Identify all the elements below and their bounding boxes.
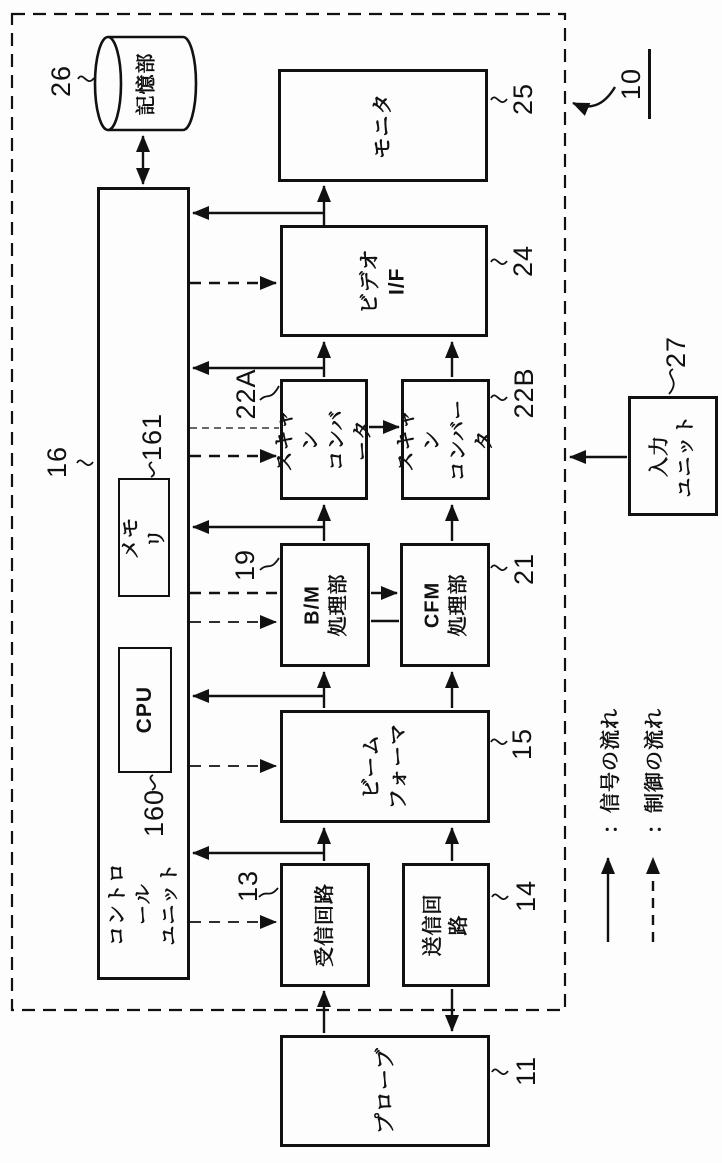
beam-former-block [280, 710, 490, 823]
squiggle-11 [492, 1069, 508, 1074]
cfm-processing-block [400, 543, 490, 667]
bm-processing-label: B/M 処理部 [301, 573, 349, 637]
ref-14: 14 [510, 879, 541, 913]
memory-block [118, 478, 170, 597]
ref-24: 24 [507, 244, 538, 278]
squiggle-14 [492, 894, 508, 899]
scan-converter-a-label: スキャン コンバータ [274, 408, 374, 471]
squiggle-24 [491, 259, 507, 264]
ref-26: 26 [45, 64, 76, 98]
video-if-block [280, 225, 488, 337]
receive-circuit-label: 受信回路 [314, 883, 336, 967]
transmit-circuit-block [402, 863, 490, 987]
video-if-label: ビデオ I/F [358, 248, 409, 314]
input-unit-block [628, 396, 718, 516]
figure-ref-pointer-arrow [573, 87, 615, 106]
control-unit-label: コントロール ユニット [106, 862, 181, 946]
scan-converter-b-label: スキャン コンバータ [395, 398, 496, 481]
probe-block [280, 1035, 490, 1147]
ref-22A: 22A [230, 368, 261, 420]
cpu-label: CPU [133, 686, 157, 734]
squiggle-15 [491, 739, 507, 744]
squiggle-26 [78, 76, 94, 81]
cfm-processing-label: CFM 処理部 [421, 573, 469, 637]
monitor-label: モニタ [371, 92, 395, 159]
legend-control-flow-label: ：制御の流れ [643, 708, 666, 834]
ref-11: 11 [510, 1055, 541, 1087]
ref-160: 160 [138, 788, 169, 838]
probe-label: プローブ [373, 1047, 397, 1135]
storage-label: 記憶部 [135, 52, 157, 116]
storage-block [104, 40, 188, 128]
ref-27: 27 [660, 335, 691, 369]
ref-22B: 22B [508, 367, 539, 419]
beam-former-label: ビーム フォーマ [359, 723, 410, 810]
scan-converter-a-block [274, 379, 374, 500]
cpu-block [118, 647, 172, 773]
monitor-block [278, 69, 488, 182]
squiggle-21 [491, 565, 507, 570]
ref-21: 21 [508, 552, 539, 586]
squiggle-25 [491, 97, 507, 102]
squiggle-22A [260, 386, 279, 400]
squiggle-19 [260, 558, 279, 570]
ref-15: 15 [506, 727, 537, 761]
ref-25: 25 [507, 82, 538, 116]
ref-13: 13 [232, 869, 263, 903]
bm-processing-block [280, 543, 370, 667]
ref-10-figure: 10 [615, 49, 651, 119]
legend-signal-flow-label: ：信号の流れ [599, 708, 622, 834]
ref-16: 16 [41, 445, 72, 479]
receive-circuit-block [280, 863, 370, 987]
control-unit-label-area [97, 830, 190, 978]
input-unit-label: 入力 ユニット [648, 414, 697, 498]
memory-label: メモリ [120, 516, 168, 559]
ref-161: 161 [136, 412, 167, 462]
transmit-circuit-label: 送信回路 [422, 893, 470, 957]
ref-19: 19 [229, 548, 260, 582]
scan-converter-b-block [395, 379, 496, 500]
squiggle-16 [77, 460, 93, 465]
